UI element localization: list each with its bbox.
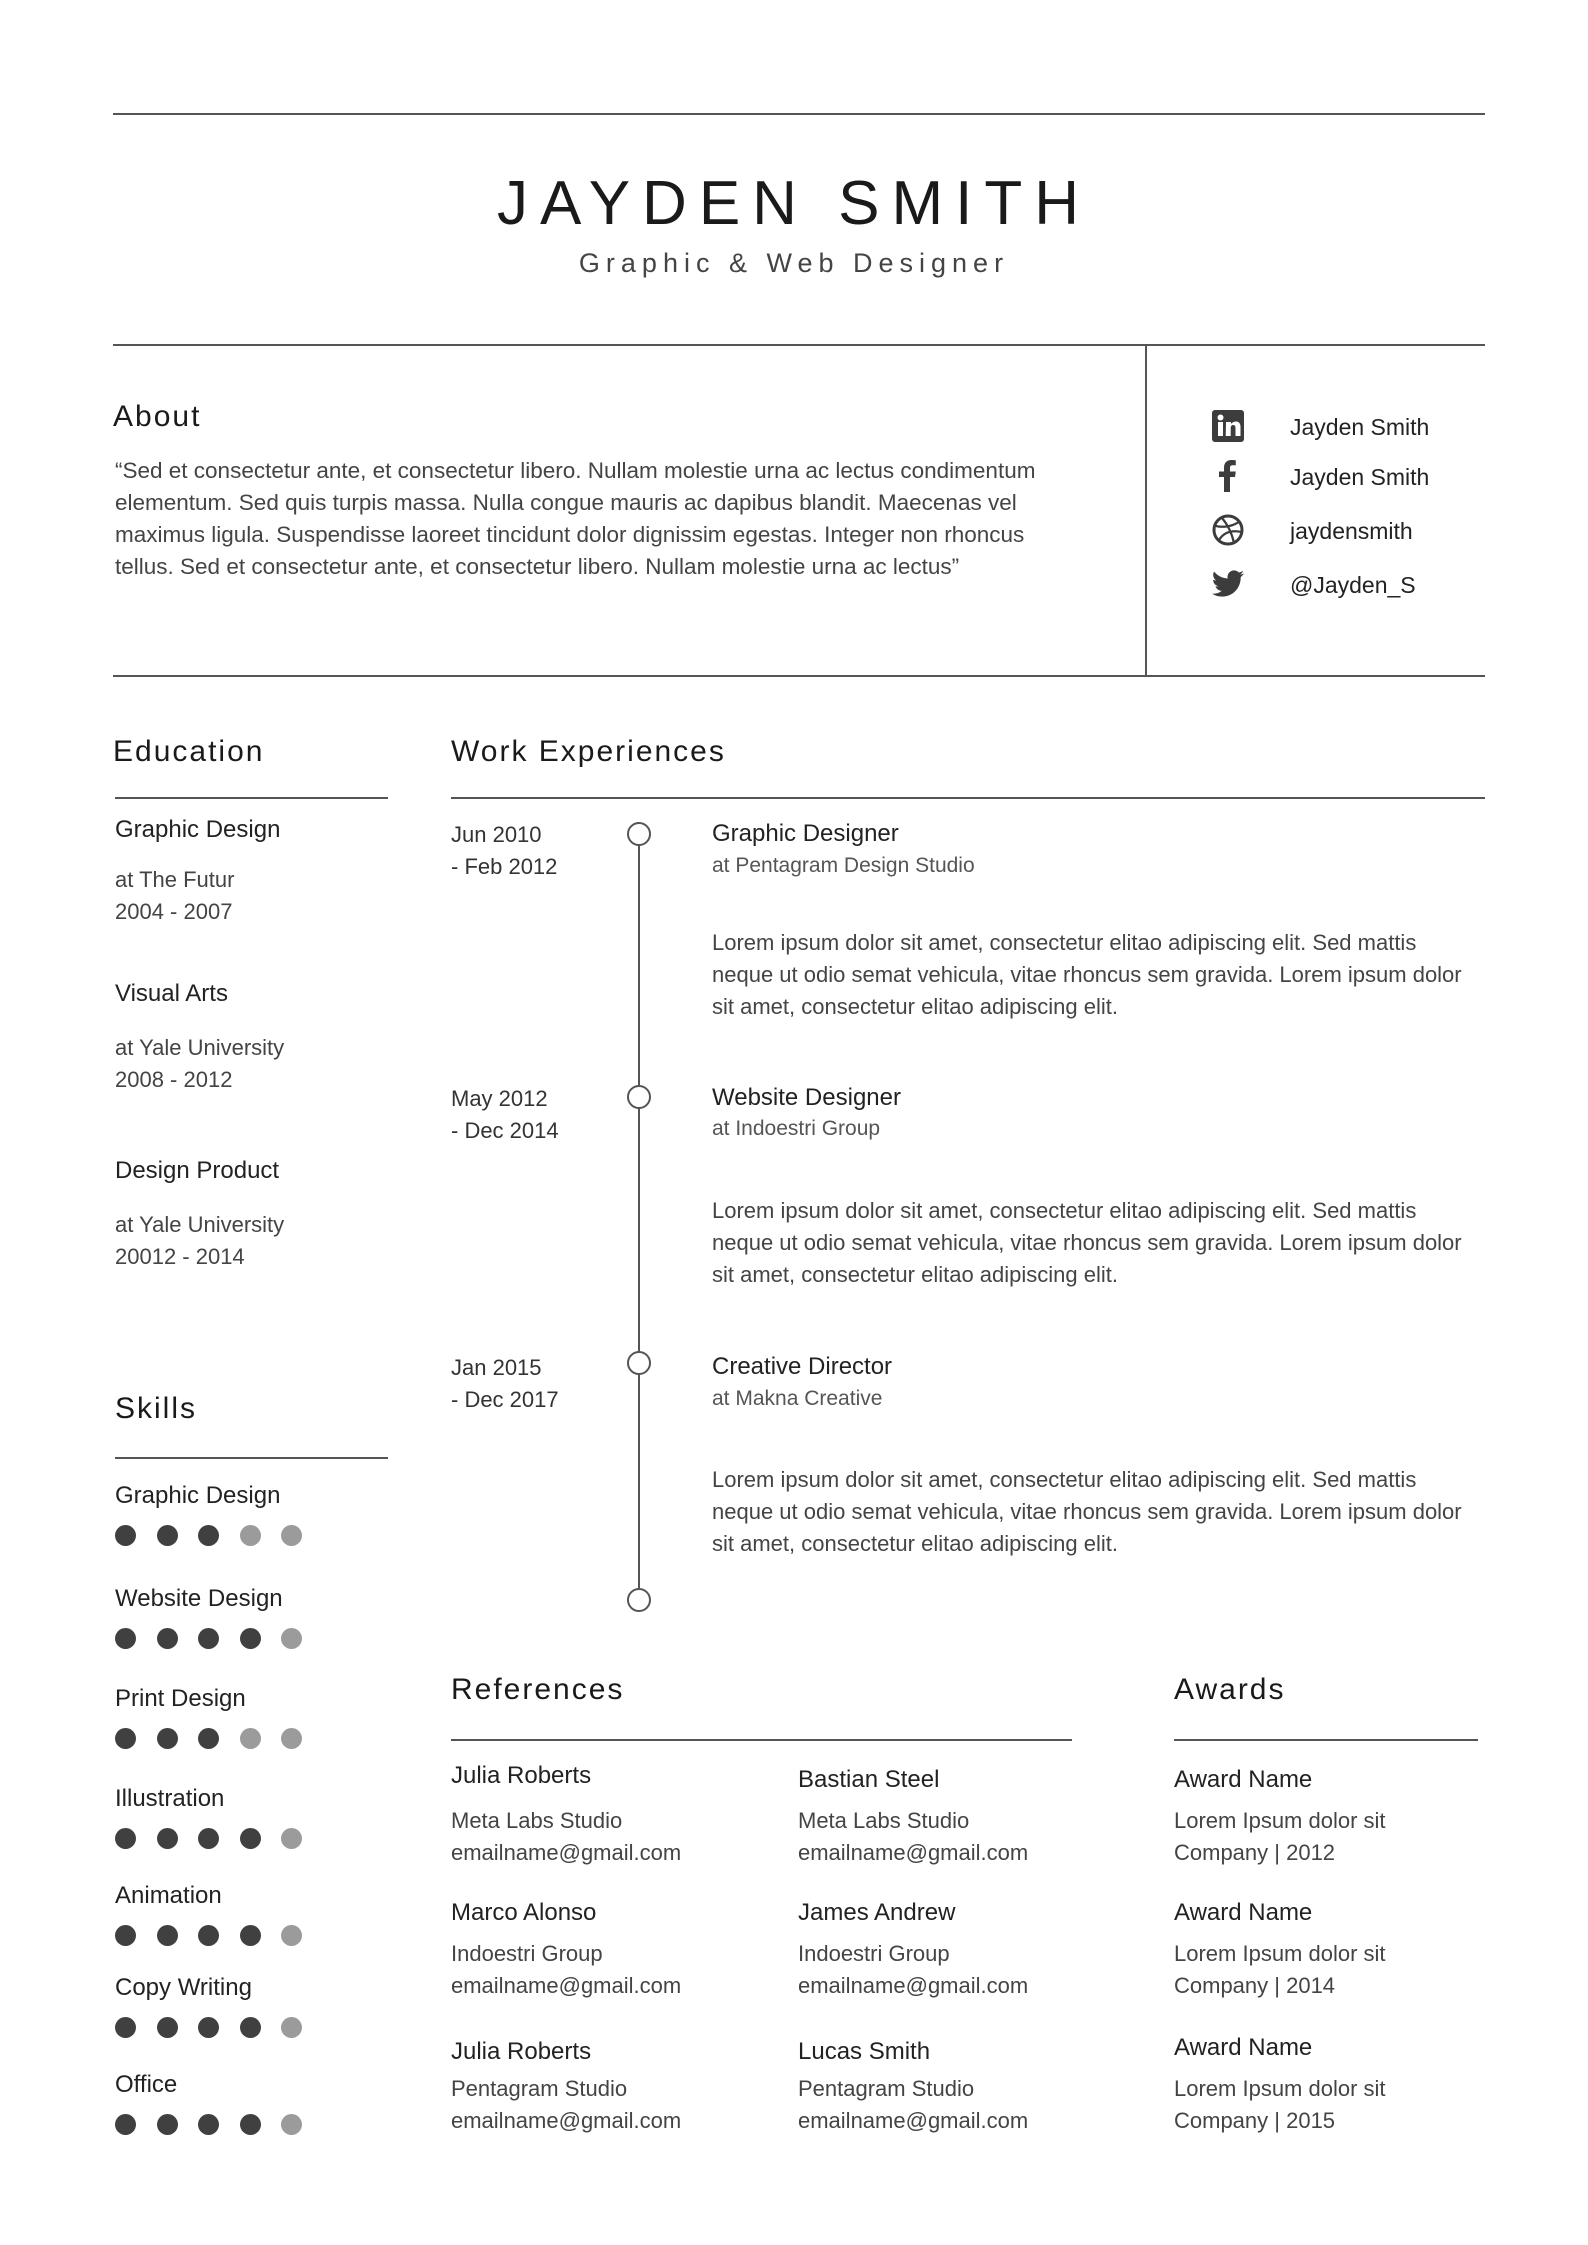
skill-dot-empty bbox=[240, 1525, 261, 1546]
skill-dot-empty bbox=[281, 1828, 302, 1849]
social-facebook[interactable] bbox=[1210, 458, 1510, 498]
skill-name: Animation bbox=[115, 1882, 222, 1909]
job-description: Lorem ipsum dolor sit amet, consectetur elitao adipiscing elit. Sed mattis neque ut odio semat vehicula, vitae rhoncus sem gravida. Lorem ipsum dolor sit amet, consectetur elitao adipiscing elit. bbox=[712, 930, 1462, 1019]
education-item-school: at The Futur bbox=[115, 867, 235, 892]
timeline-node bbox=[627, 1351, 651, 1375]
job-title: Creative Director bbox=[712, 1353, 893, 1380]
skill-dot-empty bbox=[281, 2017, 302, 2038]
skill-dot-filled bbox=[157, 1525, 178, 1546]
skill-name: Copy Writing bbox=[115, 1974, 252, 2001]
skill-dot-filled bbox=[240, 1828, 261, 1849]
job-description: Lorem ipsum dolor sit amet, consectetur elitao adipiscing elit. Sed mattis neque ut odio semat vehicula, vitae rhoncus sem gravida. Lorem ipsum dolor sit amet, consectetur elitao adipiscing elit. bbox=[712, 1467, 1462, 1556]
references-divider bbox=[451, 1739, 1072, 1741]
timeline-node bbox=[627, 822, 651, 846]
twitter-icon bbox=[1210, 566, 1246, 602]
skill-dot-empty bbox=[281, 1525, 302, 1546]
reference-name: Marco Alonso bbox=[451, 1899, 597, 1926]
education-item-degree: Design Product bbox=[115, 1157, 280, 1184]
reference-org: Pentagram Studio bbox=[451, 2076, 628, 2101]
award-name: Award Name bbox=[1174, 1766, 1313, 1793]
reference-org: Indoestri Group bbox=[798, 1941, 950, 1966]
candidate-role: Graphic & Web Designer bbox=[578, 248, 1010, 278]
skill-dot-filled bbox=[157, 1925, 178, 1946]
education-item-years: 20012 - 2014 bbox=[115, 1244, 245, 1269]
awards-divider bbox=[1174, 1739, 1478, 1741]
work-divider bbox=[451, 797, 1485, 799]
skill-dot-filled bbox=[157, 1728, 178, 1749]
job-company: at Indoestri Group bbox=[712, 1117, 881, 1140]
job-company: at Pentagram Design Studio bbox=[712, 854, 975, 877]
job-start-date: Jun 2010 bbox=[451, 822, 542, 847]
reference-email[interactable]: emailname@gmail.com bbox=[451, 2108, 682, 2133]
skill-dot-empty bbox=[240, 1728, 261, 1749]
skill-dot-empty bbox=[281, 1925, 302, 1946]
award-name: Award Name bbox=[1174, 2034, 1313, 2061]
job-start-date: Jan 2015 bbox=[451, 1355, 542, 1380]
reference-email[interactable]: emailname@gmail.com bbox=[798, 1973, 1029, 1998]
skill-dot-filled bbox=[157, 1828, 178, 1849]
education-item-school: at Yale University bbox=[115, 1212, 285, 1237]
education-item-school: at Yale University bbox=[115, 1035, 285, 1060]
skill-dot-filled bbox=[240, 1628, 261, 1649]
skill-dot-filled bbox=[240, 2017, 261, 2038]
reference-org: Meta Labs Studio bbox=[451, 1808, 623, 1833]
skill-dot-filled bbox=[198, 1728, 219, 1749]
skill-dot-filled bbox=[198, 1525, 219, 1546]
award-company-year: Company | 2012 bbox=[1174, 1840, 1336, 1865]
education-item-degree: Visual Arts bbox=[115, 980, 228, 1007]
reference-email[interactable]: emailname@gmail.com bbox=[798, 2108, 1029, 2133]
reference-email[interactable]: emailname@gmail.com bbox=[451, 1840, 682, 1865]
social-twitter[interactable] bbox=[1210, 566, 1510, 606]
skills-divider bbox=[115, 1457, 388, 1459]
skill-dot-filled bbox=[115, 2114, 136, 2135]
facebook-icon bbox=[1210, 458, 1246, 494]
education-item-years: 2004 - 2007 bbox=[115, 899, 233, 924]
candidate-name: JAYDEN SMITH bbox=[496, 169, 1092, 238]
skill-dot-filled bbox=[157, 2114, 178, 2135]
facebook-handle: Jayden Smith bbox=[1290, 464, 1430, 490]
work-title: Work Experiences bbox=[451, 735, 726, 768]
twitter-handle: @Jayden_S bbox=[1290, 572, 1416, 598]
skill-name: Website Design bbox=[115, 1585, 283, 1612]
header-divider bbox=[113, 344, 1485, 346]
job-title: Website Designer bbox=[712, 1084, 901, 1111]
skill-dot-filled bbox=[240, 2114, 261, 2135]
skill-dot-filled bbox=[198, 1628, 219, 1649]
reference-name: Bastian Steel bbox=[798, 1766, 940, 1793]
award-description: Lorem Ipsum dolor sit bbox=[1174, 2076, 1386, 2101]
skill-dot-empty bbox=[281, 2114, 302, 2135]
skill-dot-filled bbox=[157, 1628, 178, 1649]
skill-dot-filled bbox=[240, 1925, 261, 1946]
about-text: “Sed et consectetur ante, et consectetur libero. Nullam molestie urna ac lectus condimentum elementum. Sed quis turpis massa. Nulla congue mauris ac dapibus blandit. Maecenas vel maximus ligula. Suspendisse laoreet tincidunt dolor dignissim egestas. Integer non rhoncus tellus. Sed et consectetur ante, et consectetur libero. Nullam molestie urna ac lectus” bbox=[115, 458, 1036, 579]
about-vertical-divider bbox=[1145, 344, 1147, 676]
skill-name: Illustration bbox=[115, 1785, 225, 1812]
about-bottom-divider bbox=[113, 675, 1485, 677]
education-item-years: 2008 - 2012 bbox=[115, 1067, 233, 1092]
reference-org: Meta Labs Studio bbox=[798, 1808, 970, 1833]
skill-dot-filled bbox=[198, 1828, 219, 1849]
social-linkedin[interactable] bbox=[1210, 408, 1510, 448]
job-start-date: May 2012 bbox=[451, 1086, 548, 1111]
skills-title: Skills bbox=[115, 1392, 198, 1425]
skill-dot-filled bbox=[115, 1925, 136, 1946]
award-company-year: Company | 2015 bbox=[1174, 2108, 1336, 2133]
skill-name: Office bbox=[115, 2071, 178, 2098]
reference-name: Lucas Smith bbox=[798, 2038, 931, 2065]
skill-dot-filled bbox=[198, 2017, 219, 2038]
top-divider bbox=[113, 113, 1485, 115]
timeline-end-node bbox=[627, 1588, 651, 1612]
awards-title: Awards bbox=[1174, 1673, 1286, 1706]
job-description: Lorem ipsum dolor sit amet, consectetur elitao adipiscing elit. Sed mattis neque ut odio semat vehicula, vitae rhoncus sem gravida. Lorem ipsum dolor sit amet, consectetur elitao adipiscing elit. bbox=[712, 1198, 1462, 1287]
dribbble-handle: jaydensmith bbox=[1290, 518, 1413, 544]
skill-dot-empty bbox=[281, 1728, 302, 1749]
skill-name: Graphic Design bbox=[115, 1482, 281, 1509]
social-dribbble[interactable] bbox=[1210, 512, 1510, 552]
skill-dot-filled bbox=[198, 1925, 219, 1946]
reference-org: Indoestri Group bbox=[451, 1941, 603, 1966]
reference-email[interactable]: emailname@gmail.com bbox=[798, 1840, 1029, 1865]
job-title: Graphic Designer bbox=[712, 820, 899, 847]
linkedin-icon bbox=[1210, 408, 1246, 444]
about-title: About bbox=[113, 400, 202, 433]
job-company: at Makna Creative bbox=[712, 1387, 883, 1410]
reference-email[interactable]: emailname@gmail.com bbox=[451, 1973, 682, 1998]
dribbble-icon bbox=[1210, 512, 1246, 548]
skill-dot-filled bbox=[115, 1628, 136, 1649]
references-title: References bbox=[451, 1673, 625, 1706]
linkedin-handle: Jayden Smith bbox=[1290, 414, 1430, 440]
award-description: Lorem Ipsum dolor sit bbox=[1174, 1941, 1386, 1966]
job-end-date: - Dec 2017 bbox=[451, 1387, 559, 1412]
skill-name: Print Design bbox=[115, 1685, 246, 1712]
timeline-line bbox=[638, 834, 640, 1600]
reference-name: Julia Roberts bbox=[451, 1762, 592, 1789]
award-description: Lorem Ipsum dolor sit bbox=[1174, 1808, 1386, 1833]
award-company-year: Company | 2014 bbox=[1174, 1973, 1336, 1998]
reference-name: Julia Roberts bbox=[451, 2038, 592, 2065]
skill-dot-filled bbox=[198, 2114, 219, 2135]
skill-dot-filled bbox=[115, 1828, 136, 1849]
reference-org: Pentagram Studio bbox=[798, 2076, 975, 2101]
education-divider bbox=[115, 797, 388, 799]
skill-dot-filled bbox=[115, 1525, 136, 1546]
skill-dot-empty bbox=[281, 1628, 302, 1649]
skill-dot-filled bbox=[115, 1728, 136, 1749]
award-name: Award Name bbox=[1174, 1899, 1313, 1926]
timeline-node bbox=[627, 1085, 651, 1109]
skill-dot-filled bbox=[157, 2017, 178, 2038]
reference-name: James Andrew bbox=[798, 1899, 956, 1926]
education-title: Education bbox=[113, 735, 265, 768]
skill-dot-filled bbox=[115, 2017, 136, 2038]
education-item-degree: Graphic Design bbox=[115, 816, 281, 843]
job-end-date: - Feb 2012 bbox=[451, 854, 558, 879]
job-end-date: - Dec 2014 bbox=[451, 1118, 559, 1143]
